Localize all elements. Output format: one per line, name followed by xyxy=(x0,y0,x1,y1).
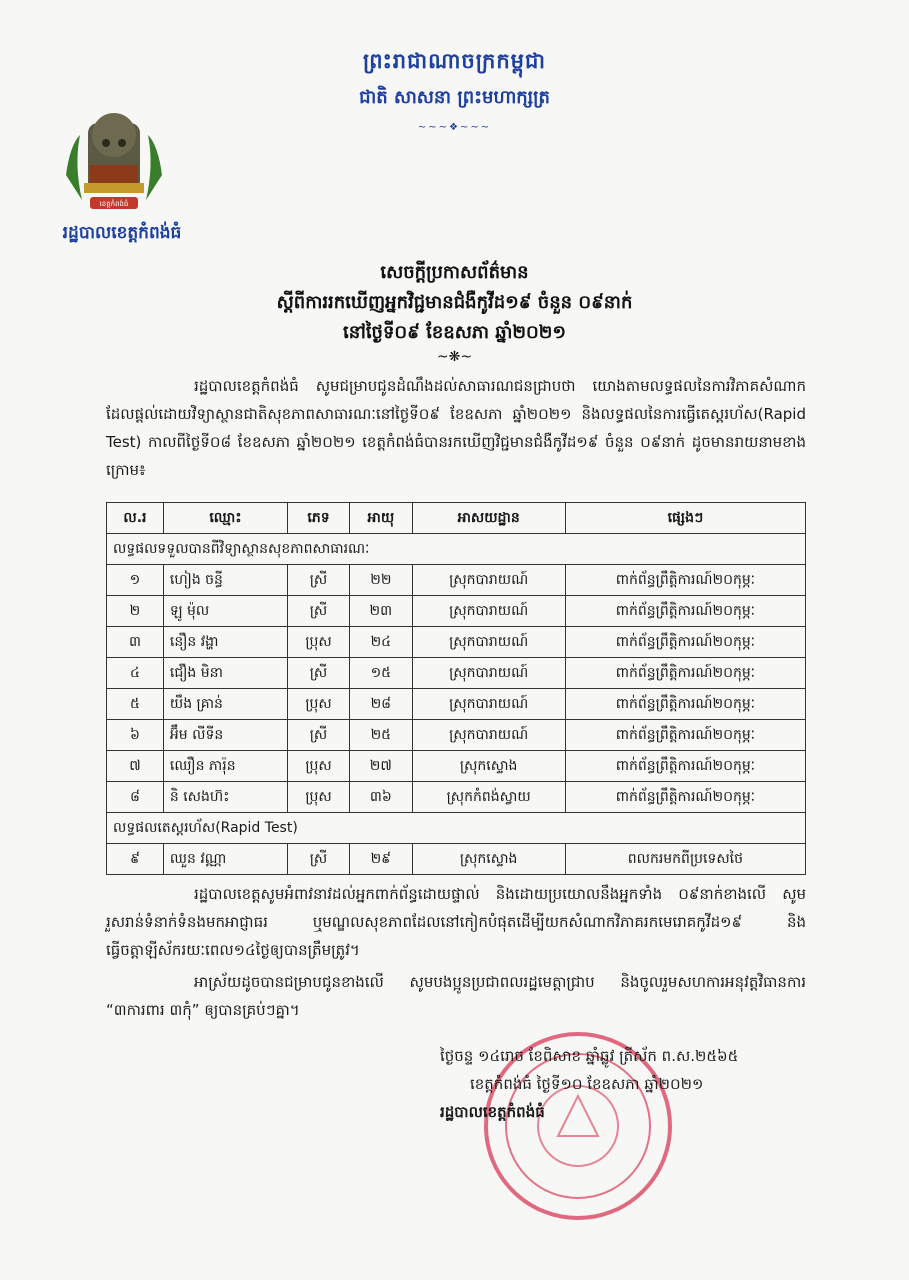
cell-no: ៥ xyxy=(107,689,164,720)
cell-sex: ប្រុស xyxy=(287,782,349,813)
cell-age: ២៣ xyxy=(350,596,413,627)
cell-sex: ស្រី xyxy=(287,596,349,627)
title-line-2: ស្ដីពីការរកឃើញអ្នកវិជ្ជមានជំងឺកូវីដ១៩ ចំនួន ០៩នាក់ xyxy=(276,292,633,313)
cell-address: ស្រុកកំពង់ស្វាយ xyxy=(412,782,565,813)
header-name: ឈ្មោះ xyxy=(163,503,287,534)
appeal-text: រដ្ឋបាលខេត្តសូមអំពាវនាវដល់អ្នកពាក់ព័ន្ធដោយផ្ទាល់ និងដោយប្រយោលនឹងអ្នកទាំង ០៩នាក់ខាងលើ សូមរួសរាន់ទំនាក់ទំនងមកអាជ្ញាធរ ឬមណ្ឌលសុខភាពដែលនៅកៀកបំផុតដើម្បីយកសំណាកវិភាគរកមេរោគកូវីដ១៩ និងធ្វើចត្តាឡីស័ករយៈពេល១៤ថ្ងៃឲ្យបានត្រឹមត្រូវ។ xyxy=(106,885,806,959)
section-row xyxy=(107,534,806,565)
cell-address: ស្រុកបារាយណ៍ xyxy=(412,658,565,689)
signer: រដ្ឋបាលខេត្តកំពង់ធំ xyxy=(440,1103,545,1121)
table-row xyxy=(107,844,806,875)
cell-no: ៦ xyxy=(107,720,164,751)
intro-paragraph xyxy=(106,372,806,484)
title-line-1: សេចក្ដីប្រកាសព័ត៌មាន xyxy=(380,262,529,283)
table-row xyxy=(107,565,806,596)
cell-note: ពាក់ព័ន្ធព្រឹត្តិការណ៍២០កុម្ភៈ xyxy=(565,565,805,596)
cell-address: ស្រុកស្ទោង xyxy=(412,844,565,875)
cell-age: ៣៦ xyxy=(350,782,413,813)
date-block xyxy=(440,1042,820,1126)
table-row xyxy=(107,782,806,813)
cell-address: ស្រុកបារាយណ៍ xyxy=(412,689,565,720)
date-lunar: ថ្ងៃចន្ទ ១៤រោច ខែពិសាខ ឆ្នាំឆ្លូវ ត្រីស័ក ព.ស.២៥៦៥ xyxy=(440,1047,739,1065)
section-rapid-test: លទ្ធផលតេស្តរហ័ស(Rapid Test) xyxy=(107,813,806,844)
cell-address: ស្រុកបារាយណ៍ xyxy=(412,627,565,658)
table-row xyxy=(107,658,806,689)
cell-name: យឹង គ្រាន់ xyxy=(163,689,287,720)
cell-note: ពាក់ព័ន្ធព្រឹត្តិការណ៍២០កុម្ភៈ xyxy=(565,596,805,627)
table-row xyxy=(107,751,806,782)
cell-age: ២៤ xyxy=(350,627,413,658)
cell-address: ស្រុកបារាយណ៍ xyxy=(412,596,565,627)
table-row xyxy=(107,720,806,751)
cell-no: ២ xyxy=(107,596,164,627)
emblem-caption: ខេត្តកំពង់ធំ xyxy=(99,200,129,208)
cell-sex: ប្រុស xyxy=(287,627,349,658)
appeal-paragraph xyxy=(106,880,806,964)
cell-age: ១៥ xyxy=(350,658,413,689)
header-address: អាសយដ្ឋាន xyxy=(412,503,565,534)
closing-text: អាស្រ័យដូចបានជម្រាបជូនខាងលើ សូមបងប្អូនប្រជាពលរដ្ឋមេត្តាជ្រាប និងចូលរួមសហការអនុវត្តវិធានការ “៣ការពារ ៣កុំ” ឲ្យបានគ្រប់ៗគ្នា។ xyxy=(106,973,806,1019)
cell-sex: ស្រី xyxy=(287,658,349,689)
cell-no: ៨ xyxy=(107,782,164,813)
cell-no: ៤ xyxy=(107,658,164,689)
date-solar: ខេត្តកំពង់ធំ ថ្ងៃទី១០ ខែឧសភា ឆ្នាំ២០២១ xyxy=(470,1075,704,1093)
cell-note: ពលករមកពីប្រទេសថៃ xyxy=(565,844,805,875)
cell-name: និ សេងហ៊ះ xyxy=(163,782,287,813)
header-no: ល.រ xyxy=(107,503,164,534)
header-note: ផ្សេងៗ xyxy=(565,503,805,534)
section-lab-results: លទ្ធផលទទួលបានពីវិទ្យាស្ថានសុខភាពសាធារណៈ xyxy=(107,534,806,565)
document-title xyxy=(0,258,909,366)
title-line-3: នៅថ្ងៃទី០៩ ខែឧសភា ឆ្នាំ២០២១ xyxy=(342,322,567,343)
cell-note: ពាក់ព័ន្ធព្រឹត្តិការណ៍២០កុម្ភៈ xyxy=(565,627,805,658)
cell-note: ពាក់ព័ន្ធព្រឹត្តិការណ៍២០កុម្ភៈ xyxy=(565,689,805,720)
cell-sex: ប្រុស xyxy=(287,751,349,782)
cell-age: ២៥ xyxy=(350,720,413,751)
cell-name: ជឿង មិនា xyxy=(163,658,287,689)
cell-sex: ស្រី xyxy=(287,720,349,751)
cell-sex: ស្រី xyxy=(287,565,349,596)
cell-sex: ប្រុស xyxy=(287,689,349,720)
kingdom-title: ព្រះរាជាណាចក្រកម្ពុជា xyxy=(362,49,546,73)
province-admin-label: រដ្ឋបាលខេត្តកំពង់ធំ xyxy=(62,223,182,243)
table-row xyxy=(107,689,806,720)
cell-age: ២៧ xyxy=(350,751,413,782)
closing-paragraph xyxy=(106,968,806,1024)
table-row xyxy=(107,596,806,627)
cell-no: ១ xyxy=(107,565,164,596)
cell-no: ៩ xyxy=(107,844,164,875)
ornament-divider: ~~~❖~~~ xyxy=(417,122,492,133)
cell-age: ២៨ xyxy=(350,689,413,720)
cell-address: ស្រុកបារាយណ៍ xyxy=(412,565,565,596)
cell-note: ពាក់ព័ន្ធព្រឹត្តិការណ៍២០កុម្ភៈ xyxy=(565,720,805,751)
province-emblem-icon xyxy=(60,105,168,215)
cell-name: ឈឿន ភារ៉ុន xyxy=(163,751,287,782)
cell-sex: ស្រី xyxy=(287,844,349,875)
cell-name: នឿន វង្ហា xyxy=(163,627,287,658)
intro-text: រដ្ឋបាលខេត្តកំពង់ធំ សូមជម្រាបជូនដំណឹងដល់សាធារណជនជ្រាបថា យោងតាមលទ្ធផលនៃការវិភាគសំណាកដែលផ្ដល់ដោយវិទ្យាស្ថានជាតិសុខភាពសាធារណៈនៅថ្ងៃទី០៩ ខែឧសភា ឆ្នាំ២០២១ និងលទ្ធផលនៃការធ្វើតេស្តរហ័ស(Rapid Test) កាលពីថ្ងៃទី០៨ ខែឧសភា ឆ្នាំ២០២១ ខេត្តកំពង់ធំបានរកឃើញវិជ្ជមានជំងឺកូវីដ១៩ ចំនួន ០៩នាក់ ដូចមានរាយនាមខាងក្រោម៖ xyxy=(106,377,806,479)
section-row xyxy=(107,813,806,844)
cell-age: ២៩ xyxy=(350,844,413,875)
cell-name: ឡូ ម៉ុល xyxy=(163,596,287,627)
motto: ជាតិ សាសនា ព្រះមហាក្សត្រ xyxy=(359,87,550,108)
cell-no: ៧ xyxy=(107,751,164,782)
cases-table xyxy=(106,502,806,875)
cell-name: អ៊ឹម លីទីន xyxy=(163,720,287,751)
cell-address: ស្រុកបារាយណ៍ xyxy=(412,720,565,751)
cell-note: ពាក់ព័ន្ធព្រឹត្តិការណ៍២០កុម្ភៈ xyxy=(565,751,805,782)
header-age: អាយុ xyxy=(350,503,413,534)
title-ornament-icon: ~❋~ xyxy=(436,349,473,365)
cell-note: ពាក់ព័ន្ធព្រឹត្តិការណ៍២០កុម្ភៈ xyxy=(565,782,805,813)
cell-name: ឈួន វណ្ណា xyxy=(163,844,287,875)
header-sex: ភេទ xyxy=(287,503,349,534)
cell-note: ពាក់ព័ន្ធព្រឹត្តិការណ៍២០កុម្ភៈ xyxy=(565,658,805,689)
cell-no: ៣ xyxy=(107,627,164,658)
cell-name: ហៀង ចន្ធី xyxy=(163,565,287,596)
table-header-row xyxy=(107,503,806,534)
cell-address: ស្រុកស្ទោង xyxy=(412,751,565,782)
cell-age: ២២ xyxy=(350,565,413,596)
table-row xyxy=(107,627,806,658)
